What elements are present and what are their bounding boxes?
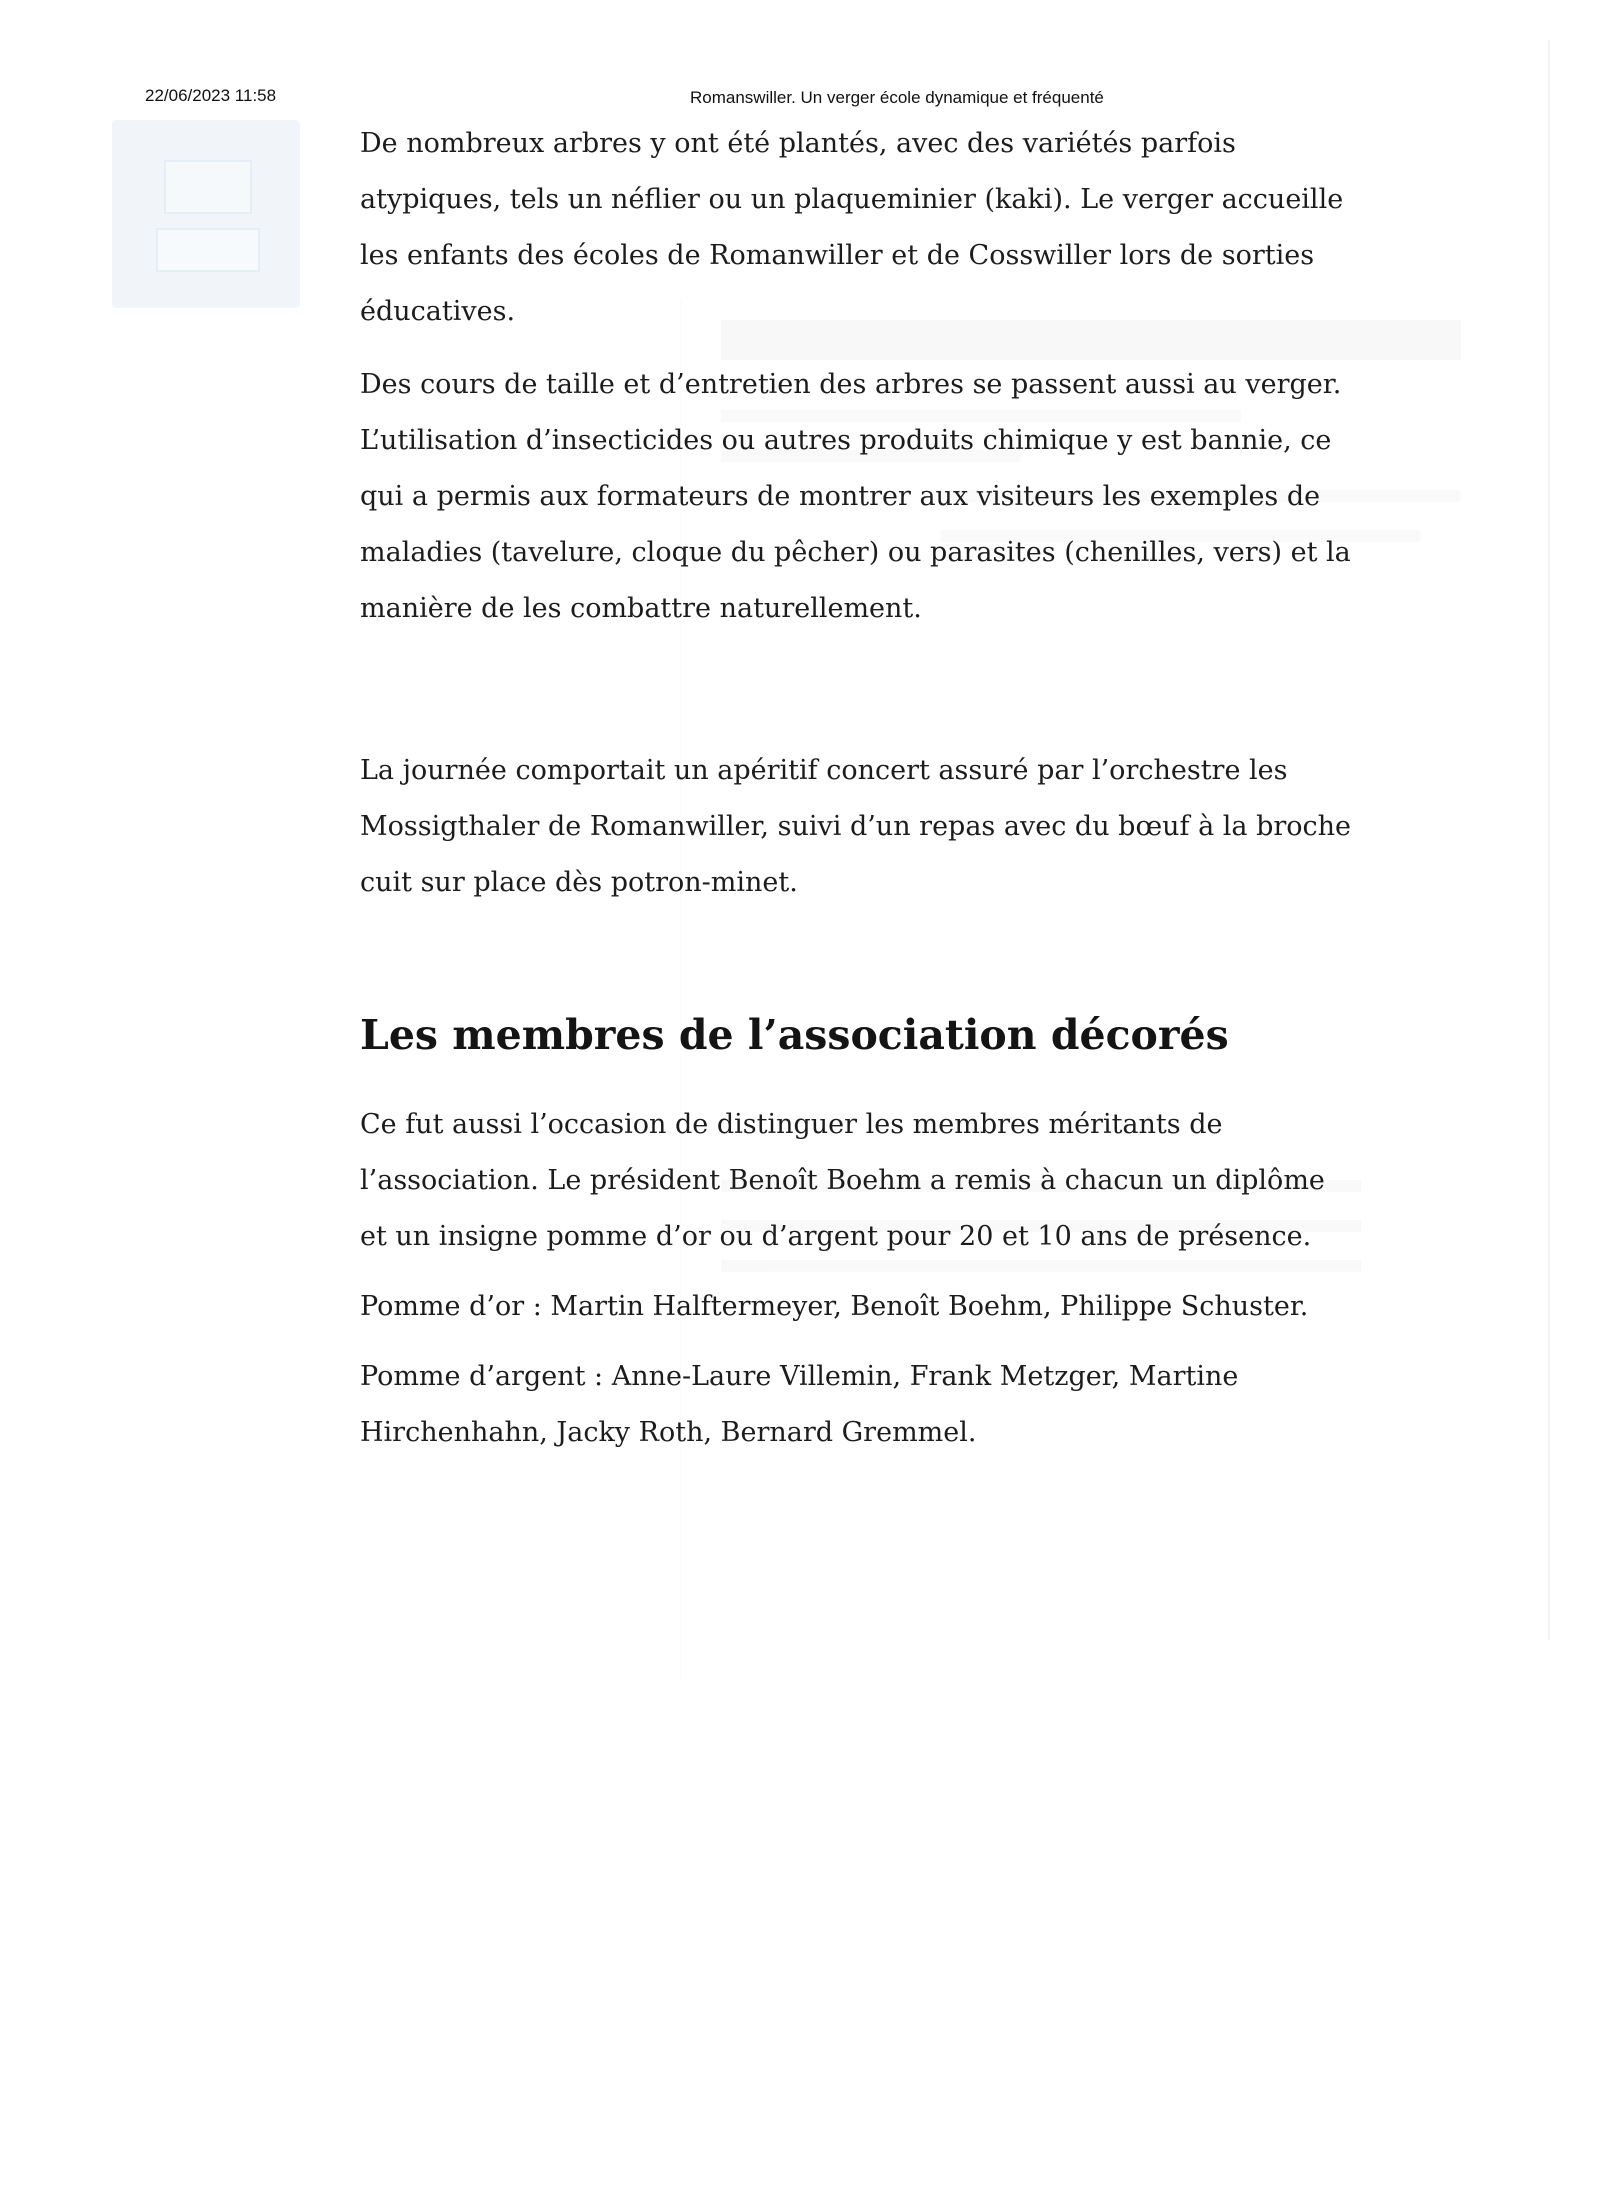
article-paragraph-pruning: Des cours de taille et d’entretien des arbres se passent aussi au verger. L’utilisation d’insecticides ou autres produits chimique y est bannie, ce qui a permis aux formateurs de montrer aux visiteurs les exemples de maladies (tavelure, cloque du pêcher) ou parasites (chenilles, vers) et la manière de les combattre naturellement. [360, 369, 1351, 624]
print-date: 22/06/2023 11:58 [145, 86, 277, 105]
faded-image-placeholder [112, 120, 300, 308]
article-paragraph-concert: La journée comportait un apéritif concert assuré par l’orchestre les Mossigthaler de Romanwiller, suivi d’un repas avec du bœuf à la broche cuit sur place dès potron-minet. [360, 755, 1352, 898]
article-body [360, 116, 1360, 1461]
faded-shape-top [164, 160, 252, 214]
print-page-title: Romanswiller. Un verger école dynamique et fréquenté [690, 88, 1104, 107]
article-paragraph-trees: De nombreux arbres y ont été plantés, avec des variétés parfois atypiques, tels un néflier ou un plaqueminier (kaki). Le verger accueille les enfants des écoles de Romanwiller et de Cosswiller lors de sorties éducatives. [360, 128, 1344, 327]
section-paragraph-silver: Pomme d’argent : Anne-Laure Villemin, Frank Metzger, Martine Hirchenhahn, Jacky Roth, Bernard Gremmel. [360, 1361, 1239, 1448]
scan-edge [1548, 40, 1550, 1640]
faded-shape-bottom [156, 228, 260, 272]
section-paragraph-gold: Pomme d’or : Martin Halftermeyer, Benoît Boehm, Philippe Schuster. [360, 1291, 1309, 1322]
section-heading: Les membres de l’association décorés [360, 1011, 1229, 1059]
section-paragraph-members: Ce fut aussi l’occasion de distinguer les membres méritants de l’association. Le président Benoît Boehm a remis à chacun un diplôme et un insigne pomme d’or ou d’argent pour 20 et 10 ans de présence. [360, 1109, 1325, 1252]
